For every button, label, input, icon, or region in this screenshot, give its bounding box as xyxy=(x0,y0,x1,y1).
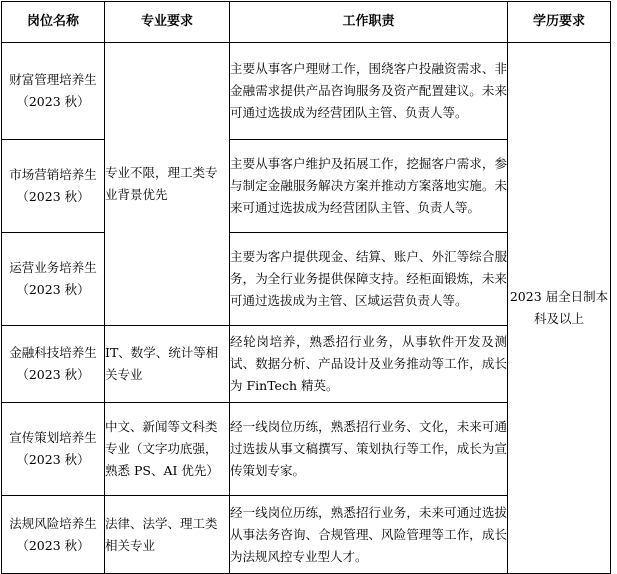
position-cell xyxy=(2,140,105,233)
position-name: 宣传策划培养生 xyxy=(9,430,97,445)
position-name: 金融科技培养生 xyxy=(9,345,97,360)
position-term: （2023 秋） xyxy=(16,94,90,109)
shared-education-cell: 2023 届全日制本科及以上 xyxy=(508,43,611,574)
position-cell xyxy=(2,326,105,403)
position-name: 法规风险培养生 xyxy=(9,515,97,531)
position-term: （2023 秋） xyxy=(16,189,90,204)
position-cell xyxy=(2,403,105,496)
position-term: （2023 秋） xyxy=(16,452,90,467)
duty-cell: 经轮岗培养，熟悉招行业务，从事软件开发及测试、数据分析、产品设计及业务推动等工作，成长为 FinTech 精英。 xyxy=(230,326,508,403)
job-requirements-table xyxy=(1,1,611,574)
major-cell: IT、数学、统计等相关专业 xyxy=(105,326,230,403)
position-term: （2023 秋） xyxy=(16,282,90,297)
duty-cell: 主要从事客户理财工作，围绕客户投融资需求、非金融需求提供产品咨询服务及资产配置建议。未来可通过选拔成为经营团队主管、负责人等。 xyxy=(230,43,508,140)
duty-cell: 经一线岗位历练，熟悉招行业务，未来可通过选拔从事法务咨询、合规管理、风险管理等工作，成长为法规风控专业型人才。 xyxy=(230,496,508,574)
position-term: （2023 秋） xyxy=(16,367,90,382)
header-row xyxy=(2,2,611,43)
position-cell xyxy=(2,43,105,140)
header-major: 专业要求 xyxy=(105,2,230,43)
major-cell: 中文、新闻等文科类专业（文字功底强，熟悉 PS、AI 优先） xyxy=(105,403,230,496)
position-name: 运营业务培养生 xyxy=(9,260,97,275)
position-name: 市场营销培养生 xyxy=(9,167,97,182)
shared-major-cell: 专业不限，理工类专业背景优先 xyxy=(105,43,230,326)
position-name: 财富管理培养生 xyxy=(9,72,97,87)
major-cell: 法律、法学、理工类相关专业 xyxy=(105,496,230,574)
header-duty: 工作职责 xyxy=(230,2,508,43)
duty-cell: 经一线岗位历练，熟悉招行业务、文化，未来可通过选拔从事文稿撰写、策划执行等工作，成长为宣传策划专家。 xyxy=(230,403,508,496)
header-education: 学历要求 xyxy=(508,2,611,43)
position-cell xyxy=(2,233,105,326)
duty-cell: 主要从事客户维护及拓展工作，挖掘客户需求，参与制定金融服务解决方案并推动方案落地实施。未来可通过选拔成为经营团队主管、负责人等。 xyxy=(230,140,508,233)
position-cell xyxy=(2,496,105,574)
header-position: 岗位名称 xyxy=(2,2,105,43)
position-term: （2023 秋） xyxy=(16,537,90,553)
table-row xyxy=(2,43,611,140)
duty-cell: 主要为客户提供现金、结算、账户、外汇等综合服务，为全行业务提供保障支持。经柜面锻炼，未来可通过选拔成为主管、区域运营负责人等。 xyxy=(230,233,508,326)
